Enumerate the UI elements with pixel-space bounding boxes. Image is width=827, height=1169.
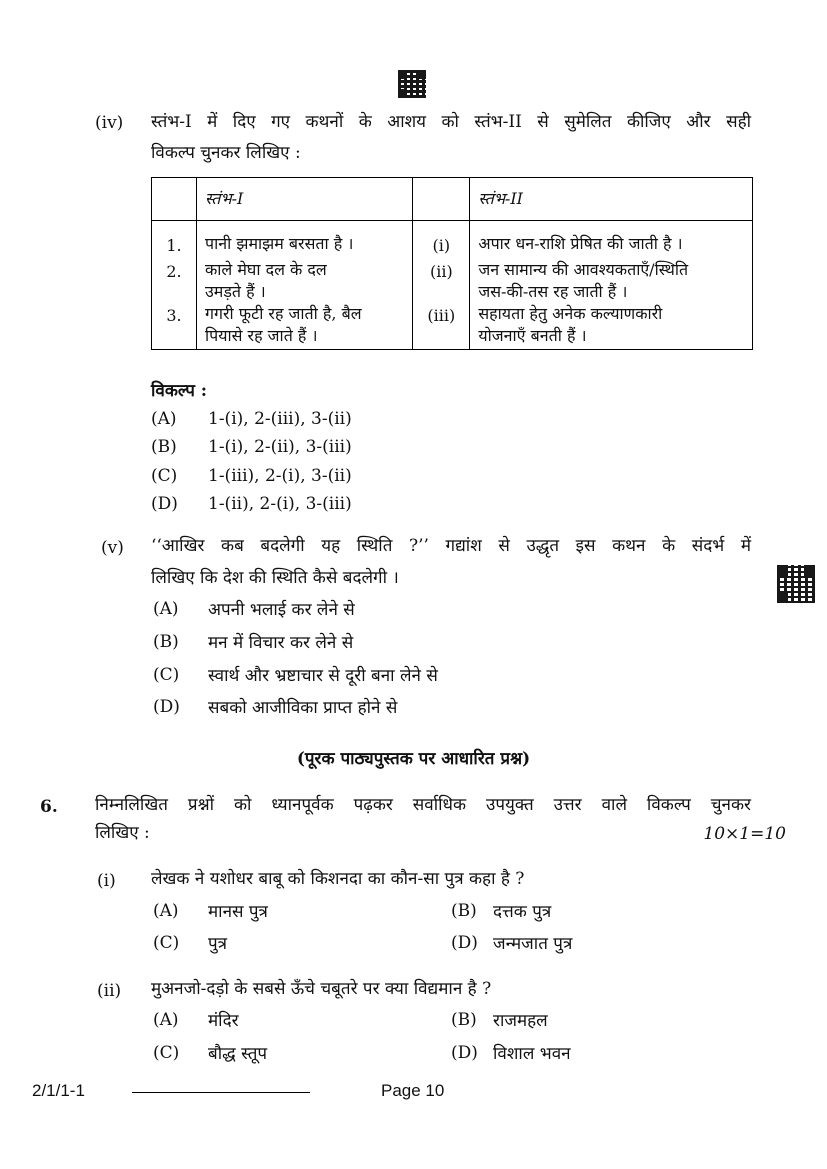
option-label: (A) xyxy=(151,409,177,429)
question-text-line: निम्नलिखित प्रश्नों को ध्यानपूर्वक पढ़कर सर्वाधिक उपयुक्त उत्तर वाले विकल्प चुनकर xyxy=(95,795,751,815)
row-number: (iii) xyxy=(413,303,470,350)
question-text-line: लिखिए कि देश की स्थिति कैसे बदलेगी । xyxy=(151,568,399,588)
option-text: 1-(ii), 2-(i), 3-(iii) xyxy=(208,494,352,514)
row-number: 1. xyxy=(152,221,197,258)
option-text: 1-(i), 2-(ii), 3-(iii) xyxy=(208,437,352,457)
option-text: अपनी भलाई कर लेने से xyxy=(208,600,355,620)
question-number: (v) xyxy=(101,538,124,558)
option-text: मन में विचार कर लेने से xyxy=(208,633,354,653)
option-text: मंदिर xyxy=(208,1011,239,1031)
question-text-line: लिखिए : xyxy=(95,823,150,843)
option-label: (A) xyxy=(153,599,179,619)
option-label: (B) xyxy=(451,901,477,921)
table-cell: सहायता हेतु अनेक कल्याणकारी xyxy=(478,304,663,323)
option-text: दत्तक पुत्र xyxy=(493,902,552,922)
option-label: (C) xyxy=(153,665,180,685)
option-label: (B) xyxy=(451,1010,477,1030)
question-text: लेखक ने यशोधर बाबू को किशनदा का कौन-सा पुत्र कहा है ? xyxy=(151,869,525,889)
table-cell: गगरी फूटी रह जाती है, बैल xyxy=(205,304,362,323)
table-cell: पियासे रह जाते हैं । xyxy=(205,326,318,345)
options-title: विकल्प : xyxy=(151,381,208,401)
row-number: 3. xyxy=(152,303,197,350)
question-number: (i) xyxy=(97,871,116,891)
option-text: पुत्र xyxy=(208,934,228,954)
question-text: मुअनजो-दड़ो के सबसे ऊँचे चबूतरे पर क्या विद्यमान है ? xyxy=(151,979,492,999)
option-text: 1-(iii), 2-(i), 3-(ii) xyxy=(208,466,352,486)
question-number: 6. xyxy=(40,797,58,817)
table-cell: पानी झमाझम बरसता है । xyxy=(197,221,413,258)
option-text: बौद्ध स्तूप xyxy=(208,1044,268,1064)
option-label: (C) xyxy=(153,1043,180,1063)
qr-code-side-icon xyxy=(777,565,815,603)
column-header: स्तंभ-I xyxy=(197,178,413,221)
table-cell: जस-की-तस रह जाती हैं । xyxy=(478,282,628,301)
row-number: 2. xyxy=(152,257,197,303)
option-label: (D) xyxy=(451,933,478,953)
section-heading: (पूरक पाठ्यपुस्तक पर आधारित प्रश्न) xyxy=(296,749,531,769)
option-label: (A) xyxy=(153,901,179,921)
table-cell: योजनाएँ बनती हैं । xyxy=(478,326,587,345)
option-label: (A) xyxy=(153,1010,179,1030)
marks-label: 10×1=10 xyxy=(703,824,786,844)
option-text: मानस पुत्र xyxy=(208,902,268,922)
option-label: (D) xyxy=(153,697,180,717)
table-cell: अपार धन-राशि प्रेषित की जाती है । xyxy=(470,221,753,258)
option-text: राजमहल xyxy=(493,1011,548,1031)
option-text: विशाल भवन xyxy=(493,1044,571,1064)
page-number: Page 10 xyxy=(381,1081,445,1100)
table-cell: जन सामान्य की आवश्यकताएँ/स्थिति xyxy=(478,260,689,279)
row-number: (i) xyxy=(413,221,470,258)
question-number: (ii) xyxy=(97,981,122,1001)
option-text: जन्मजात पुत्र xyxy=(493,934,573,954)
table-cell: उमड़ते हैं । xyxy=(205,282,266,301)
option-label: (D) xyxy=(451,1043,478,1063)
option-text: स्वार्थ और भ्रष्टाचार से दूरी बना लेने से xyxy=(208,666,438,686)
option-label: (C) xyxy=(151,466,178,486)
option-label: (B) xyxy=(153,632,179,652)
option-text: सबको आजीविका प्राप्त होने से xyxy=(208,698,398,718)
option-label: (C) xyxy=(153,933,180,953)
qr-code-icon xyxy=(398,70,426,98)
option-text: 1-(i), 2-(iii), 3-(ii) xyxy=(208,409,352,429)
footer-divider xyxy=(132,1092,310,1093)
match-table xyxy=(151,177,753,350)
question-text-line: विकल्प चुनकर लिखिए : xyxy=(151,143,301,163)
column-header: स्तंभ-II xyxy=(470,178,753,221)
table-cell: काले मेघा दल के दल xyxy=(205,260,327,279)
option-label: (D) xyxy=(151,494,178,514)
option-label: (B) xyxy=(151,437,177,457)
row-number: (ii) xyxy=(413,257,470,303)
question-text-line: ‘‘आखिर कब बदलेगी यह स्थिति ?’’ गद्यांश से उद्धृत इस कथन के संदर्भ में xyxy=(151,536,751,556)
question-text-line: स्तंभ-I में दिए गए कथनों के आशय को स्तंभ-II से सुमेलित कीजिए और सही xyxy=(151,112,751,132)
question-number: (iv) xyxy=(95,113,124,133)
paper-code: 2/1/1-1 xyxy=(32,1081,85,1100)
